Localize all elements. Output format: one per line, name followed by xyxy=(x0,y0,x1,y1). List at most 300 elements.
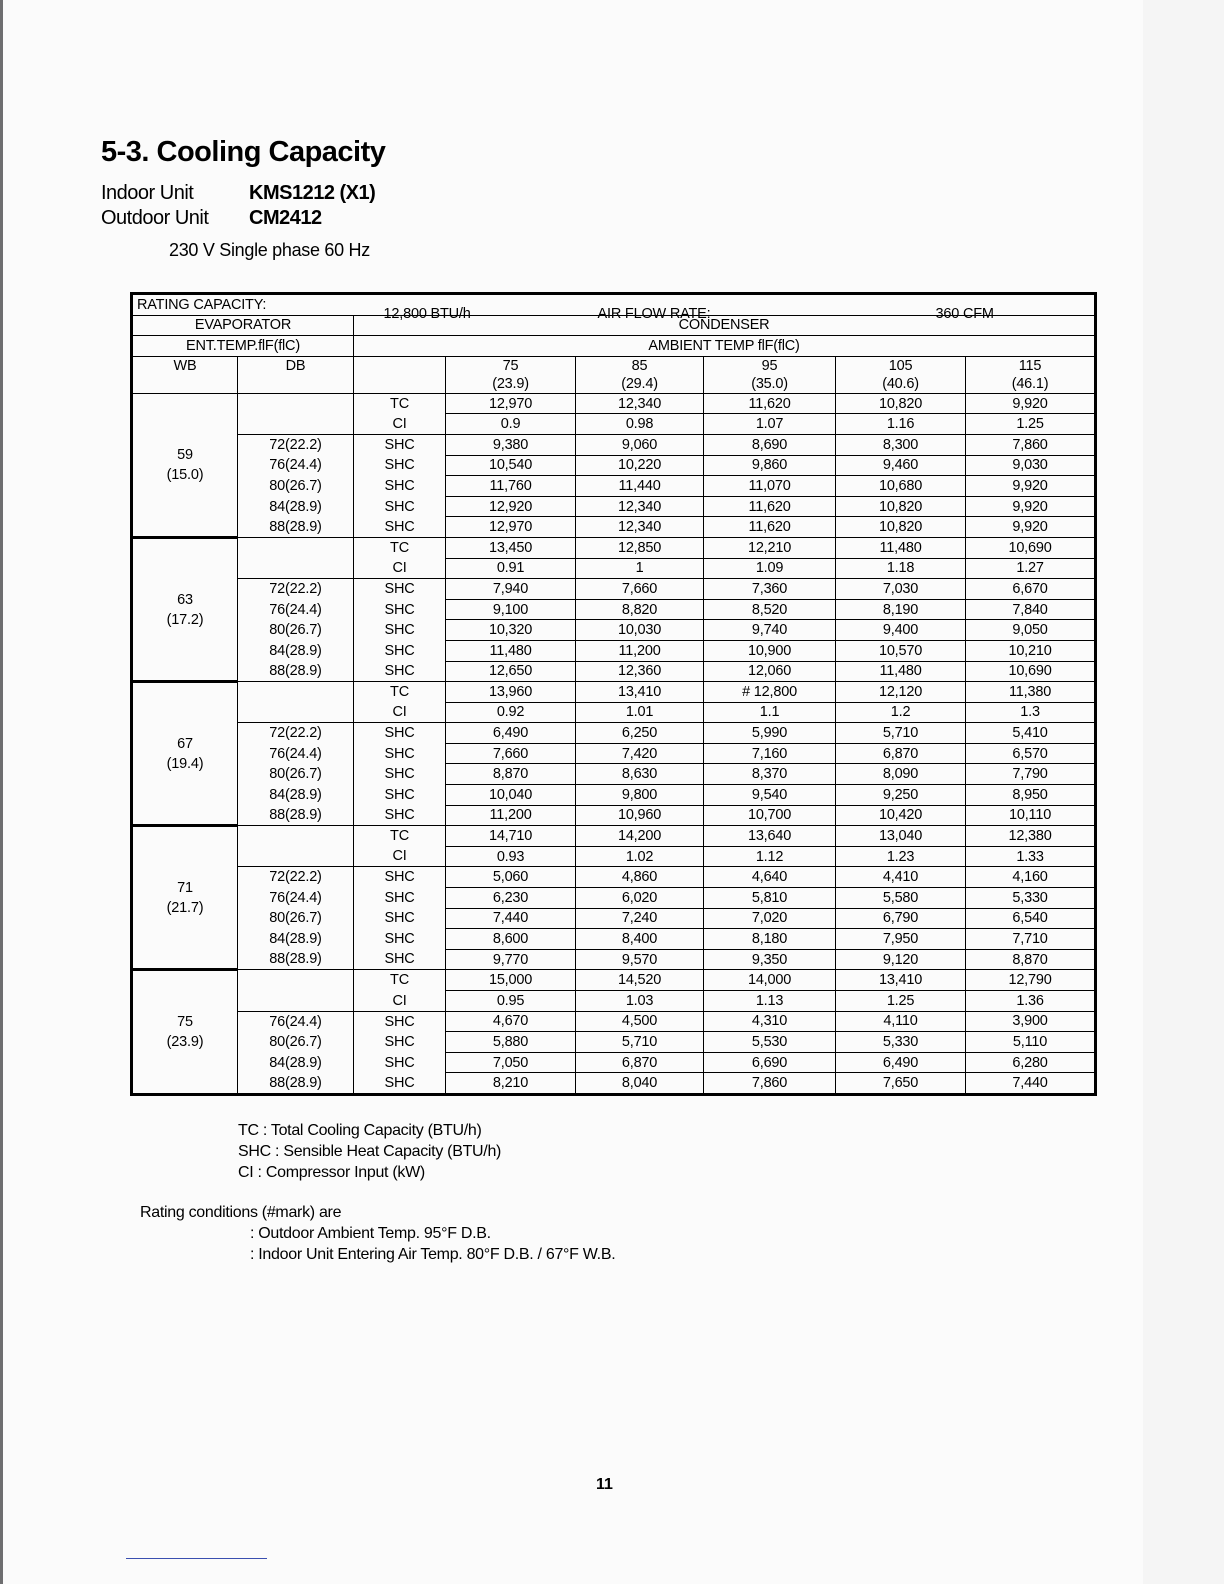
value-cell: 5,110 xyxy=(966,1032,1096,1053)
value-cell: 4,110 xyxy=(836,1011,966,1032)
airflow-label: AIR FLOW RATE: xyxy=(597,305,711,322)
value-type-cell: SHC xyxy=(354,867,446,888)
value-cell: 1.03 xyxy=(576,991,704,1012)
value-type-cell: SHC xyxy=(354,888,446,909)
value-cell: 7,840 xyxy=(966,599,1096,620)
value-cell: 8,210 xyxy=(446,1073,576,1095)
value-cell: 0.9 xyxy=(446,414,576,435)
value-cell: 11,480 xyxy=(446,640,576,661)
value-cell: 4,500 xyxy=(576,1011,704,1032)
value-cell: 11,620 xyxy=(704,496,836,517)
wb-value-c: (19.4) xyxy=(166,755,204,772)
db-cell: 72(22.2) xyxy=(238,867,354,888)
value-cell: 6,020 xyxy=(576,888,704,909)
value-cell: 6,570 xyxy=(966,743,1096,764)
rating-note-outdoor: : Outdoor Ambient Temp. 95°F D.B. xyxy=(250,1225,491,1242)
wb-cell xyxy=(132,537,238,681)
db-cell: 72(22.2) xyxy=(238,434,354,455)
value-cell: 14,000 xyxy=(704,970,836,991)
value-cell: 5,410 xyxy=(966,723,1096,744)
table-row xyxy=(132,764,1096,785)
value-cell: 8,870 xyxy=(966,949,1096,970)
value-cell: 10,820 xyxy=(836,496,966,517)
db-cell: 84(28.9) xyxy=(238,785,354,806)
outdoor-unit-row xyxy=(101,207,322,230)
value-cell: 8,520 xyxy=(704,599,836,620)
value-cell: 9,400 xyxy=(836,620,966,641)
wb-value-f: 67 xyxy=(177,735,193,752)
value-type-cell: SHC xyxy=(354,455,446,476)
value-type-cell: TC xyxy=(354,537,446,558)
outdoor-unit-value: CM2412 xyxy=(249,207,322,229)
wb-value-c: (21.7) xyxy=(166,899,204,916)
value-cell: 10,110 xyxy=(966,805,1096,826)
wb-value-c: (23.9) xyxy=(166,1034,204,1051)
value-cell: 7,240 xyxy=(576,908,704,929)
db-cell: 88(28.9) xyxy=(238,949,354,970)
table-row xyxy=(132,1032,1096,1053)
value-cell: 1.2 xyxy=(836,702,966,723)
wb-cell xyxy=(132,682,238,826)
value-cell: 0.92 xyxy=(446,702,576,723)
db-cell: 80(26.7) xyxy=(238,476,354,497)
value-cell: 12,360 xyxy=(576,661,704,682)
ambient-col-header xyxy=(576,356,704,393)
value-cell: 11,480 xyxy=(836,537,966,558)
value-cell: 1.09 xyxy=(704,558,836,579)
table-row xyxy=(132,620,1096,641)
value-type-cell: TC xyxy=(354,970,446,991)
value-cell: 12,340 xyxy=(576,517,704,538)
value-cell: 6,790 xyxy=(836,908,966,929)
db-cell xyxy=(238,393,354,414)
value-cell: 7,440 xyxy=(446,908,576,929)
value-cell: 1 xyxy=(576,558,704,579)
ent-temp-header: ENT.TEMP.flF(flC) xyxy=(132,336,354,357)
value-cell: 15,000 xyxy=(446,970,576,991)
value-cell: 6,490 xyxy=(446,723,576,744)
value-type-cell: SHC xyxy=(354,743,446,764)
airflow-value: 360 CFM xyxy=(935,305,994,322)
table-row xyxy=(132,455,1096,476)
ambient-col-c: (40.6) xyxy=(882,375,919,392)
value-cell: 9,350 xyxy=(704,949,836,970)
value-type-cell: CI xyxy=(354,414,446,435)
value-cell: 11,200 xyxy=(446,805,576,826)
value-cell: 0.91 xyxy=(446,558,576,579)
table-row xyxy=(132,991,1096,1012)
value-cell: 5,810 xyxy=(704,888,836,909)
table-row xyxy=(132,867,1096,888)
table-row xyxy=(132,929,1096,950)
db-cell xyxy=(238,826,354,847)
table-row xyxy=(132,661,1096,682)
footer-rule xyxy=(126,1558,267,1559)
value-cell: 4,860 xyxy=(576,867,704,888)
value-cell: 9,740 xyxy=(704,620,836,641)
value-cell: 5,580 xyxy=(836,888,966,909)
value-cell: 0.98 xyxy=(576,414,704,435)
db-cell: 72(22.2) xyxy=(238,723,354,744)
value-cell: 7,160 xyxy=(704,743,836,764)
table-row xyxy=(132,434,1096,455)
db-cell: 76(24.4) xyxy=(238,599,354,620)
value-cell: 7,360 xyxy=(704,579,836,600)
db-cell xyxy=(238,702,354,723)
value-cell: 7,660 xyxy=(446,743,576,764)
value-cell: 12,340 xyxy=(576,496,704,517)
condenser-header: CONDENSER xyxy=(354,315,1096,336)
table-row xyxy=(132,949,1096,970)
db-cell: 76(24.4) xyxy=(238,743,354,764)
table-row xyxy=(132,640,1096,661)
db-cell xyxy=(238,558,354,579)
value-cell: 6,690 xyxy=(704,1052,836,1073)
db-cell: 88(28.9) xyxy=(238,1073,354,1095)
value-cell: 7,420 xyxy=(576,743,704,764)
table-row xyxy=(132,826,1096,847)
value-cell: 8,040 xyxy=(576,1073,704,1095)
wb-value-f: 59 xyxy=(177,446,193,463)
table-row xyxy=(132,702,1096,723)
value-cell: 10,570 xyxy=(836,640,966,661)
ambient-col-c: (46.1) xyxy=(1011,375,1049,392)
value-cell: 9,100 xyxy=(446,599,576,620)
value-type-cell: SHC xyxy=(354,949,446,970)
value-cell: 10,030 xyxy=(576,620,704,641)
value-cell: 11,480 xyxy=(836,661,966,682)
db-cell: 84(28.9) xyxy=(238,496,354,517)
db-cell xyxy=(238,682,354,703)
value-type-cell: SHC xyxy=(354,805,446,826)
table-row xyxy=(132,723,1096,744)
legend-shc: SHC : Sensible Heat Capacity (BTU/h) xyxy=(238,1143,502,1160)
value-cell: 7,860 xyxy=(966,434,1096,455)
value-type-cell: SHC xyxy=(354,661,446,682)
db-cell: 84(28.9) xyxy=(238,1052,354,1073)
value-type-cell: SHC xyxy=(354,1073,446,1095)
table-row xyxy=(132,496,1096,517)
value-cell: 5,990 xyxy=(704,723,836,744)
value-cell: 0.93 xyxy=(446,846,576,867)
value-cell: 10,690 xyxy=(966,661,1096,682)
value-cell: 7,050 xyxy=(446,1052,576,1073)
ambient-col-header xyxy=(966,356,1096,393)
table-row xyxy=(132,785,1096,806)
value-cell: 12,340 xyxy=(576,393,704,414)
table-row xyxy=(132,1011,1096,1032)
value-type-cell: TC xyxy=(354,682,446,703)
db-cell: 88(28.9) xyxy=(238,661,354,682)
db-cell: 76(24.4) xyxy=(238,888,354,909)
value-cell: 6,670 xyxy=(966,579,1096,600)
value-cell: 8,820 xyxy=(576,599,704,620)
value-cell: 8,370 xyxy=(704,764,836,785)
value-cell: 1.25 xyxy=(966,414,1096,435)
type-header xyxy=(354,356,446,393)
wb-header: WB xyxy=(132,356,238,393)
value-cell: 10,540 xyxy=(446,455,576,476)
value-cell: 9,380 xyxy=(446,434,576,455)
value-cell: 12,380 xyxy=(966,826,1096,847)
value-cell: 1.33 xyxy=(966,846,1096,867)
table-row xyxy=(132,908,1096,929)
value-type-cell: SHC xyxy=(354,434,446,455)
outdoor-unit-label: Outdoor Unit xyxy=(101,207,209,229)
value-cell: 11,620 xyxy=(704,393,836,414)
value-cell: 8,950 xyxy=(966,785,1096,806)
value-cell: 12,970 xyxy=(446,393,576,414)
ambient-col-header xyxy=(446,356,576,393)
value-type-cell: SHC xyxy=(354,496,446,517)
rating-notes-intro: Rating conditions (#mark) are xyxy=(140,1204,342,1221)
value-cell: 6,230 xyxy=(446,888,576,909)
value-cell: 9,920 xyxy=(966,496,1096,517)
value-cell: 9,570 xyxy=(576,949,704,970)
ambient-col-f: 85 xyxy=(631,357,648,374)
value-cell: 1.01 xyxy=(576,702,704,723)
value-cell: 13,410 xyxy=(576,682,704,703)
value-cell: 7,030 xyxy=(836,579,966,600)
db-cell xyxy=(238,970,354,991)
value-cell: 6,490 xyxy=(836,1052,966,1073)
db-header: DB xyxy=(238,356,354,393)
value-cell: 7,710 xyxy=(966,929,1096,950)
value-type-cell: SHC xyxy=(354,517,446,538)
table-row xyxy=(132,414,1096,435)
value-cell: 1.36 xyxy=(966,991,1096,1012)
table-row xyxy=(132,970,1096,991)
value-cell: 10,690 xyxy=(966,537,1096,558)
value-cell: 5,530 xyxy=(704,1032,836,1053)
value-cell: 1.3 xyxy=(966,702,1096,723)
value-cell: 7,860 xyxy=(704,1073,836,1095)
db-cell: 76(24.4) xyxy=(238,1011,354,1032)
value-cell: 7,940 xyxy=(446,579,576,600)
table-row xyxy=(132,599,1096,620)
value-cell: 11,070 xyxy=(704,476,836,497)
value-cell: 13,410 xyxy=(836,970,966,991)
table-row xyxy=(132,537,1096,558)
indoor-unit-value: KMS1212 (X1) xyxy=(249,182,376,204)
value-type-cell: SHC xyxy=(354,764,446,785)
value-cell: 1.18 xyxy=(836,558,966,579)
power-spec: 230 V Single phase 60 Hz xyxy=(169,240,370,260)
value-cell: 1.13 xyxy=(704,991,836,1012)
value-cell: 7,950 xyxy=(836,929,966,950)
table-row xyxy=(132,682,1096,703)
value-cell: 10,820 xyxy=(836,517,966,538)
value-cell: 12,650 xyxy=(446,661,576,682)
value-cell: 9,050 xyxy=(966,620,1096,641)
value-cell: 5,710 xyxy=(836,723,966,744)
value-type-cell: CI xyxy=(354,846,446,867)
value-cell: 14,200 xyxy=(576,826,704,847)
value-cell: 9,460 xyxy=(836,455,966,476)
value-cell: 6,540 xyxy=(966,908,1096,929)
value-cell: 6,870 xyxy=(836,743,966,764)
value-cell: 7,440 xyxy=(966,1073,1096,1095)
db-cell: 80(26.7) xyxy=(238,908,354,929)
ambient-col-f: 105 xyxy=(888,357,913,374)
table-row xyxy=(132,558,1096,579)
table-row xyxy=(132,476,1096,497)
value-type-cell: SHC xyxy=(354,908,446,929)
value-cell: 0.95 xyxy=(446,991,576,1012)
wb-value-f: 71 xyxy=(177,879,193,896)
table-row xyxy=(132,579,1096,600)
value-cell: 5,880 xyxy=(446,1032,576,1053)
value-cell: 11,760 xyxy=(446,476,576,497)
value-cell: 14,520 xyxy=(576,970,704,991)
value-cell: 12,970 xyxy=(446,517,576,538)
ambient-col-f: 115 xyxy=(1018,357,1042,374)
evaporator-header: EVAPORATOR xyxy=(132,315,354,336)
value-cell: 10,320 xyxy=(446,620,576,641)
value-cell: 7,020 xyxy=(704,908,836,929)
value-cell: 4,310 xyxy=(704,1011,836,1032)
value-type-cell: SHC xyxy=(354,599,446,620)
ambient-col-f: 95 xyxy=(761,357,778,374)
rating-values-cell xyxy=(383,294,1096,322)
db-cell xyxy=(238,846,354,867)
value-cell: 9,540 xyxy=(704,785,836,806)
db-cell: 80(26.7) xyxy=(238,764,354,785)
value-cell: 1.25 xyxy=(836,991,966,1012)
table-row xyxy=(132,805,1096,826)
value-cell: 1.27 xyxy=(966,558,1096,579)
value-cell: 10,040 xyxy=(446,785,576,806)
value-cell: 10,900 xyxy=(704,640,836,661)
wb-cell xyxy=(132,393,238,537)
db-cell: 88(28.9) xyxy=(238,517,354,538)
db-cell: 80(26.7) xyxy=(238,1032,354,1053)
value-type-cell: CI xyxy=(354,558,446,579)
value-cell: 13,640 xyxy=(704,826,836,847)
value-cell: 10,960 xyxy=(576,805,704,826)
value-type-cell: SHC xyxy=(354,723,446,744)
table-row xyxy=(132,517,1096,538)
value-type-cell: SHC xyxy=(354,640,446,661)
table-row xyxy=(132,1052,1096,1073)
value-cell: 13,960 xyxy=(446,682,576,703)
value-cell: 11,380 xyxy=(966,682,1096,703)
value-cell: 8,600 xyxy=(446,929,576,950)
legend-tc: TC : Total Cooling Capacity (BTU/h) xyxy=(238,1122,482,1139)
ambient-col-f: 75 xyxy=(502,357,519,374)
value-cell: 9,920 xyxy=(966,393,1096,414)
ambient-col-c: (29.4) xyxy=(621,375,658,392)
ambient-col-header xyxy=(704,356,836,393)
value-cell: 9,800 xyxy=(576,785,704,806)
value-type-cell: SHC xyxy=(354,620,446,641)
rating-capacity-label: RATING CAPACITY: xyxy=(137,296,267,313)
value-cell: 12,790 xyxy=(966,970,1096,991)
wb-cell xyxy=(132,826,238,970)
value-cell: 5,710 xyxy=(576,1032,704,1053)
db-cell: 76(24.4) xyxy=(238,455,354,476)
value-cell: 14,710 xyxy=(446,826,576,847)
value-cell: 1.12 xyxy=(704,846,836,867)
table-row xyxy=(132,393,1096,414)
value-cell: 9,920 xyxy=(966,476,1096,497)
db-cell: 84(28.9) xyxy=(238,640,354,661)
value-cell: 8,190 xyxy=(836,599,966,620)
value-type-cell: SHC xyxy=(354,476,446,497)
value-type-cell: CI xyxy=(354,702,446,723)
cooling-capacity-table xyxy=(130,292,1097,1096)
value-cell: 9,250 xyxy=(836,785,966,806)
page-title: 5-3. Cooling Capacity xyxy=(101,136,386,168)
value-cell: 10,680 xyxy=(836,476,966,497)
wb-value-c: (15.0) xyxy=(166,466,204,483)
value-cell: 8,300 xyxy=(836,434,966,455)
wb-value-f: 75 xyxy=(177,1014,193,1031)
indoor-unit-label: Indoor Unit xyxy=(101,182,194,204)
wb-value-f: 63 xyxy=(177,591,193,608)
value-cell: 10,700 xyxy=(704,805,836,826)
value-cell: 4,670 xyxy=(446,1011,576,1032)
value-cell: 8,870 xyxy=(446,764,576,785)
value-cell: 1.23 xyxy=(836,846,966,867)
value-type-cell: SHC xyxy=(354,1011,446,1032)
indoor-unit-row xyxy=(101,182,375,205)
value-cell: 5,330 xyxy=(966,888,1096,909)
wb-value-c: (17.2) xyxy=(166,611,204,628)
value-cell: 4,160 xyxy=(966,867,1096,888)
rating-note-indoor: : Indoor Unit Entering Air Temp. 80°F D.B. / 67°F W.B. xyxy=(250,1246,616,1263)
value-cell: 6,280 xyxy=(966,1052,1096,1073)
value-cell: 5,060 xyxy=(446,867,576,888)
value-cell: 8,180 xyxy=(704,929,836,950)
value-cell: 1.02 xyxy=(576,846,704,867)
db-cell: 72(22.2) xyxy=(238,579,354,600)
value-cell: 9,060 xyxy=(576,434,704,455)
value-cell: 11,440 xyxy=(576,476,704,497)
db-cell: 84(28.9) xyxy=(238,929,354,950)
value-cell: 1.16 xyxy=(836,414,966,435)
value-cell: 7,790 xyxy=(966,764,1096,785)
value-cell: 11,620 xyxy=(704,517,836,538)
value-cell: 8,630 xyxy=(576,764,704,785)
value-cell: 10,420 xyxy=(836,805,966,826)
value-cell: 8,090 xyxy=(836,764,966,785)
value-cell: 6,870 xyxy=(576,1052,704,1073)
db-cell xyxy=(238,414,354,435)
value-cell: 12,210 xyxy=(704,537,836,558)
value-cell: 12,060 xyxy=(704,661,836,682)
db-cell xyxy=(238,991,354,1012)
value-cell: 12,850 xyxy=(576,537,704,558)
value-cell: 8,400 xyxy=(576,929,704,950)
legend-ci: CI : Compressor Input (kW) xyxy=(238,1164,425,1181)
value-type-cell: SHC xyxy=(354,579,446,600)
legend xyxy=(238,1120,501,1183)
value-cell: 12,120 xyxy=(836,682,966,703)
value-cell: 13,040 xyxy=(836,826,966,847)
rating-capacity-value: 12,800 BTU/h xyxy=(383,305,471,322)
value-type-cell: SHC xyxy=(354,1052,446,1073)
ambient-col-header xyxy=(836,356,966,393)
table-row xyxy=(132,888,1096,909)
db-cell: 80(26.7) xyxy=(238,620,354,641)
value-type-cell: CI xyxy=(354,991,446,1012)
value-cell: 1.07 xyxy=(704,414,836,435)
db-cell xyxy=(238,537,354,558)
value-cell: 1.1 xyxy=(704,702,836,723)
value-cell: 10,220 xyxy=(576,455,704,476)
table-row xyxy=(132,1073,1096,1095)
